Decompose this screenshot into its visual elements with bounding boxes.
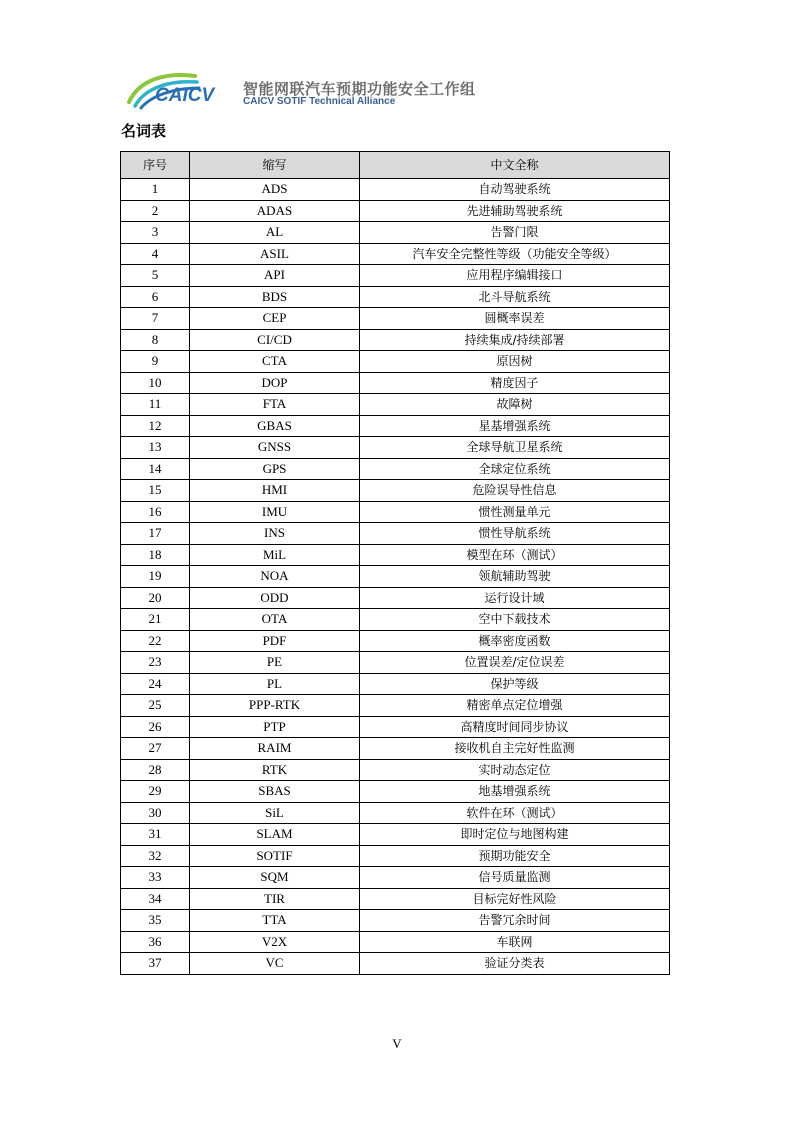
row-abbreviation: SBAS (190, 781, 360, 803)
row-abbreviation: GNSS (190, 437, 360, 459)
row-abbreviation: CEP (190, 308, 360, 330)
row-full-name: 精度因子 (360, 372, 670, 394)
row-abbreviation: V2X (190, 931, 360, 953)
row-index: 2 (121, 200, 190, 222)
row-abbreviation: ASIL (190, 243, 360, 265)
table-row (121, 824, 670, 846)
table-row (121, 888, 670, 910)
row-full-name: 北斗导航系统 (360, 286, 670, 308)
row-full-name: 汽车安全完整性等级（功能安全等级） (360, 243, 670, 265)
row-index: 3 (121, 222, 190, 244)
row-full-name: 地基增强系统 (360, 781, 670, 803)
row-index: 20 (121, 587, 190, 609)
row-index: 36 (121, 931, 190, 953)
row-abbreviation: SOTIF (190, 845, 360, 867)
row-abbreviation: NOA (190, 566, 360, 588)
header-abbreviation: 缩写 (190, 152, 360, 179)
table-row (121, 716, 670, 738)
table-row (121, 652, 670, 674)
table-row (121, 458, 670, 480)
row-full-name: 圆概率误差 (360, 308, 670, 330)
table-header-row (121, 152, 670, 179)
row-index: 25 (121, 695, 190, 717)
row-abbreviation: ADS (190, 179, 360, 201)
row-full-name: 惯性测量单元 (360, 501, 670, 523)
row-full-name: 模型在环（测试） (360, 544, 670, 566)
row-index: 22 (121, 630, 190, 652)
row-abbreviation: AL (190, 222, 360, 244)
row-full-name: 故障树 (360, 394, 670, 416)
page-title: 名词表 (121, 122, 167, 140)
row-index: 28 (121, 759, 190, 781)
row-full-name: 精密单点定位增强 (360, 695, 670, 717)
row-abbreviation: BDS (190, 286, 360, 308)
header-full-name: 中文全称 (360, 152, 670, 179)
row-abbreviation: RAIM (190, 738, 360, 760)
caicv-logo (125, 68, 237, 110)
row-full-name: 预期功能安全 (360, 845, 670, 867)
row-index: 13 (121, 437, 190, 459)
table-row (121, 759, 670, 781)
table-row (121, 372, 670, 394)
table-row (121, 265, 670, 287)
row-index: 35 (121, 910, 190, 932)
row-index: 24 (121, 673, 190, 695)
row-index: 15 (121, 480, 190, 502)
row-index: 12 (121, 415, 190, 437)
row-index: 17 (121, 523, 190, 545)
row-abbreviation: INS (190, 523, 360, 545)
row-abbreviation: ODD (190, 587, 360, 609)
row-full-name: 告警冗余时间 (360, 910, 670, 932)
row-index: 6 (121, 286, 190, 308)
row-full-name: 概率密度函数 (360, 630, 670, 652)
row-index: 1 (121, 179, 190, 201)
row-index: 16 (121, 501, 190, 523)
row-full-name: 告警门限 (360, 222, 670, 244)
row-index: 37 (121, 953, 190, 975)
row-index: 27 (121, 738, 190, 760)
org-name-en: CAICV SOTIF Technical Alliance (243, 96, 396, 107)
table-row (121, 845, 670, 867)
row-full-name: 领航辅助驾驶 (360, 566, 670, 588)
table-row (121, 566, 670, 588)
row-full-name: 软件在环（测试） (360, 802, 670, 824)
row-full-name: 惯性导航系统 (360, 523, 670, 545)
row-full-name: 运行设计域 (360, 587, 670, 609)
row-index: 21 (121, 609, 190, 631)
row-abbreviation: PTP (190, 716, 360, 738)
table-row (121, 609, 670, 631)
table-row (121, 243, 670, 265)
row-index: 31 (121, 824, 190, 846)
row-abbreviation: PL (190, 673, 360, 695)
row-index: 10 (121, 372, 190, 394)
row-index: 11 (121, 394, 190, 416)
table-row (121, 415, 670, 437)
table-row (121, 802, 670, 824)
row-abbreviation: VC (190, 953, 360, 975)
row-full-name: 实时动态定位 (360, 759, 670, 781)
row-abbreviation: MiL (190, 544, 360, 566)
row-index: 14 (121, 458, 190, 480)
table-row (121, 673, 670, 695)
table-row (121, 781, 670, 803)
table-row (121, 953, 670, 975)
row-full-name: 应用程序编辑接口 (360, 265, 670, 287)
row-index: 18 (121, 544, 190, 566)
row-full-name: 空中下载技术 (360, 609, 670, 631)
row-index: 34 (121, 888, 190, 910)
logo-wordmark: CAICV (155, 85, 215, 106)
row-full-name: 保护等级 (360, 673, 670, 695)
row-index: 33 (121, 867, 190, 889)
glossary-table (120, 151, 670, 975)
table-row (121, 480, 670, 502)
row-abbreviation: TIR (190, 888, 360, 910)
table-row (121, 501, 670, 523)
table-row (121, 738, 670, 760)
table-row (121, 351, 670, 373)
row-full-name: 验证分类表 (360, 953, 670, 975)
table-row (121, 544, 670, 566)
table-row (121, 329, 670, 351)
table-row (121, 931, 670, 953)
table-row (121, 630, 670, 652)
row-index: 26 (121, 716, 190, 738)
table-row (121, 222, 670, 244)
header-index: 序号 (121, 152, 190, 179)
row-index: 29 (121, 781, 190, 803)
row-full-name: 自动驾驶系统 (360, 179, 670, 201)
row-abbreviation: CTA (190, 351, 360, 373)
table-row (121, 394, 670, 416)
row-full-name: 目标完好性风险 (360, 888, 670, 910)
row-full-name: 星基增强系统 (360, 415, 670, 437)
row-abbreviation: PE (190, 652, 360, 674)
row-index: 8 (121, 329, 190, 351)
row-index: 9 (121, 351, 190, 373)
table-row (121, 910, 670, 932)
table-row (121, 179, 670, 201)
row-abbreviation: GPS (190, 458, 360, 480)
row-abbreviation: PPP-RTK (190, 695, 360, 717)
row-abbreviation: CI/CD (190, 329, 360, 351)
row-full-name: 位置误差/定位误差 (360, 652, 670, 674)
row-abbreviation: IMU (190, 501, 360, 523)
table-row (121, 308, 670, 330)
table-row (121, 523, 670, 545)
table-row (121, 437, 670, 459)
row-full-name: 先进辅助驾驶系统 (360, 200, 670, 222)
row-full-name: 危险误导性信息 (360, 480, 670, 502)
row-abbreviation: PDF (190, 630, 360, 652)
row-full-name: 接收机自主完好性监测 (360, 738, 670, 760)
table-row (121, 695, 670, 717)
row-abbreviation: GBAS (190, 415, 360, 437)
row-index: 30 (121, 802, 190, 824)
row-index: 4 (121, 243, 190, 265)
row-abbreviation: TTA (190, 910, 360, 932)
row-index: 32 (121, 845, 190, 867)
row-full-name: 即时定位与地图构建 (360, 824, 670, 846)
row-full-name: 全球定位系统 (360, 458, 670, 480)
row-abbreviation: SiL (190, 802, 360, 824)
row-index: 19 (121, 566, 190, 588)
row-abbreviation: SQM (190, 867, 360, 889)
table-row (121, 286, 670, 308)
row-full-name: 信号质量监测 (360, 867, 670, 889)
row-abbreviation: ADAS (190, 200, 360, 222)
row-full-name: 高精度时间同步协议 (360, 716, 670, 738)
table-row (121, 867, 670, 889)
row-abbreviation: FTA (190, 394, 360, 416)
row-full-name: 持续集成/持续部署 (360, 329, 670, 351)
row-full-name: 车联网 (360, 931, 670, 953)
table-row (121, 587, 670, 609)
row-abbreviation: HMI (190, 480, 360, 502)
page-number: V (392, 1036, 402, 1051)
row-full-name: 原因树 (360, 351, 670, 373)
row-abbreviation: OTA (190, 609, 360, 631)
row-index: 5 (121, 265, 190, 287)
row-abbreviation: DOP (190, 372, 360, 394)
row-full-name: 全球导航卫星系统 (360, 437, 670, 459)
row-abbreviation: RTK (190, 759, 360, 781)
row-abbreviation: SLAM (190, 824, 360, 846)
row-index: 7 (121, 308, 190, 330)
row-index: 23 (121, 652, 190, 674)
page-header (125, 68, 545, 110)
org-name-cn: 智能网联汽车预期功能安全工作组 (243, 80, 476, 98)
row-abbreviation: API (190, 265, 360, 287)
table-row (121, 200, 670, 222)
